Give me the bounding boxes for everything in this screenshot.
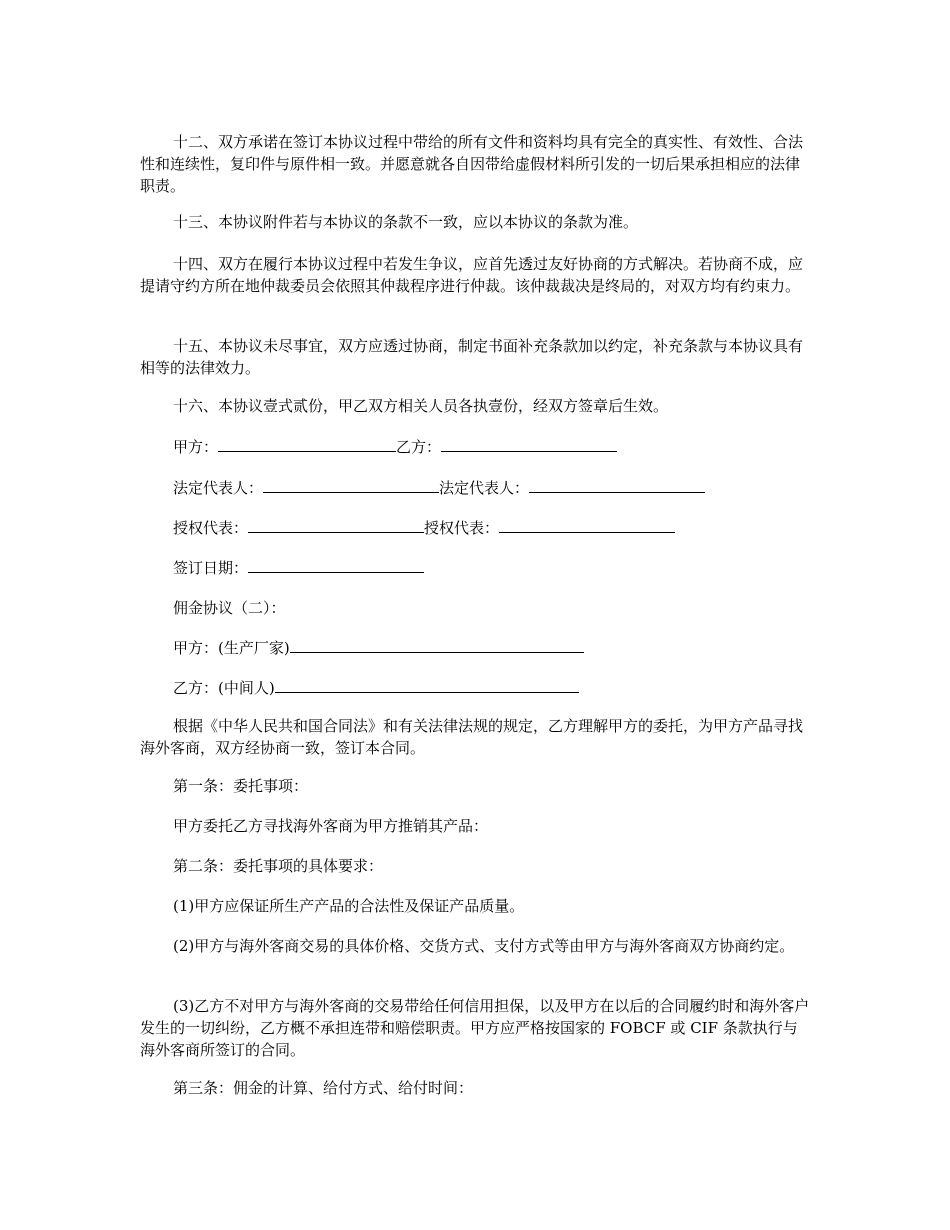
agreement2-party-a-blank[interactable] [290, 638, 584, 653]
auth-rep-b-blank[interactable] [499, 518, 675, 533]
agreement2-party-a-label: 甲方：(生产厂家) [173, 639, 290, 657]
party-a-label: 甲方： [173, 438, 219, 456]
article-2-item-1: (1)甲方应保证所生产产品的合法性及保证产品质量。 [173, 897, 525, 915]
legal-rep-a-blank[interactable] [263, 478, 439, 493]
legal-rep-b-label: 法定代表人： [439, 479, 530, 497]
article-1-title: 第一条：委托事项： [173, 777, 309, 795]
agreement2-party-b-blank[interactable] [275, 678, 579, 693]
clause-15: 十五、本协议未尽事宜，双方应透过协商，制定书面补充条款加以约定，补充条款与本协议具有相等的法律效力。 [140, 337, 804, 377]
agreement2-preamble: 根据《中华人民共和国合同法》和有关法律法规的规定，乙方理解甲方的委托，为甲方产品寻找海外客商，双方经协商一致，签订本合同。 [140, 717, 804, 757]
signature-auth-rep-row [173, 517, 675, 539]
signature-party-row [173, 436, 617, 458]
clause-12: 十二、双方承诺在签订本协议过程中带给的所有文件和资料均具有完全的真实性、有效性、合法性和连续性，复印件与原件相一致。并愿意就各自因带给虚假材料所引发的一切后果承担相应的法律职责。 [140, 133, 804, 195]
auth-rep-b-label: 授权代表： [424, 519, 500, 537]
auth-rep-a-label: 授权代表： [173, 519, 249, 537]
signature-date-row [173, 557, 424, 579]
legal-rep-b-blank[interactable] [529, 478, 705, 493]
agreement2-party-b-row [173, 677, 579, 699]
clause-16: 十六、本协议壹式贰份，甲乙双方相关人员各执壹份，经双方签章后生效。 [173, 397, 669, 415]
party-a-blank[interactable] [218, 437, 396, 452]
article-1-body: 甲方委托乙方寻找海外客商为甲方推销其产品： [173, 817, 489, 835]
agreement2-party-b-label: 乙方：(中间人) [173, 679, 275, 697]
agreement2-title: 佣金协议（二）： [173, 599, 286, 617]
article-3-title: 第三条：佣金的计算、给付方式、给付时间： [173, 1079, 474, 1097]
clause-13: 十三、本协议附件若与本协议的条款不一致，应以本协议的条款为准。 [173, 213, 639, 231]
sign-date-label: 签订日期： [173, 559, 249, 577]
agreement2-party-a-row [173, 637, 584, 659]
sign-date-blank[interactable] [248, 558, 424, 573]
clause-14: 十四、双方在履行本协议过程中若发生争议，应首先透过友好协商的方式解决。若协商不成，应提请守约方所在地仲裁委员会依照其仲裁程序进行仲裁。该仲裁裁决是终局的，对双方均有约束力。 [140, 255, 804, 295]
article-2-item-2: (2)甲方与海外客商交易的具体价格、交货方式、支付方式等由甲方与海外客商双方协商约定。 [173, 937, 795, 955]
article-2-title: 第二条：委托事项的具体要求： [173, 857, 384, 875]
signature-legal-rep-row [173, 477, 705, 499]
auth-rep-a-blank[interactable] [248, 518, 424, 533]
article-2-item-3: (3)乙方不对甲方与海外客商的交易带给任何信用担保，以及甲方在以后的合同履约时和海外客户发生的一切纠纷，乙方概不承担连带和赔偿职责。甲方应严格按国家的 FOBCF 或 CIF 条款执行与海外客商所签订的合同。 [140, 997, 810, 1059]
party-b-label: 乙方： [396, 438, 442, 456]
party-b-blank[interactable] [441, 437, 617, 452]
legal-rep-a-label: 法定代表人： [173, 479, 264, 497]
